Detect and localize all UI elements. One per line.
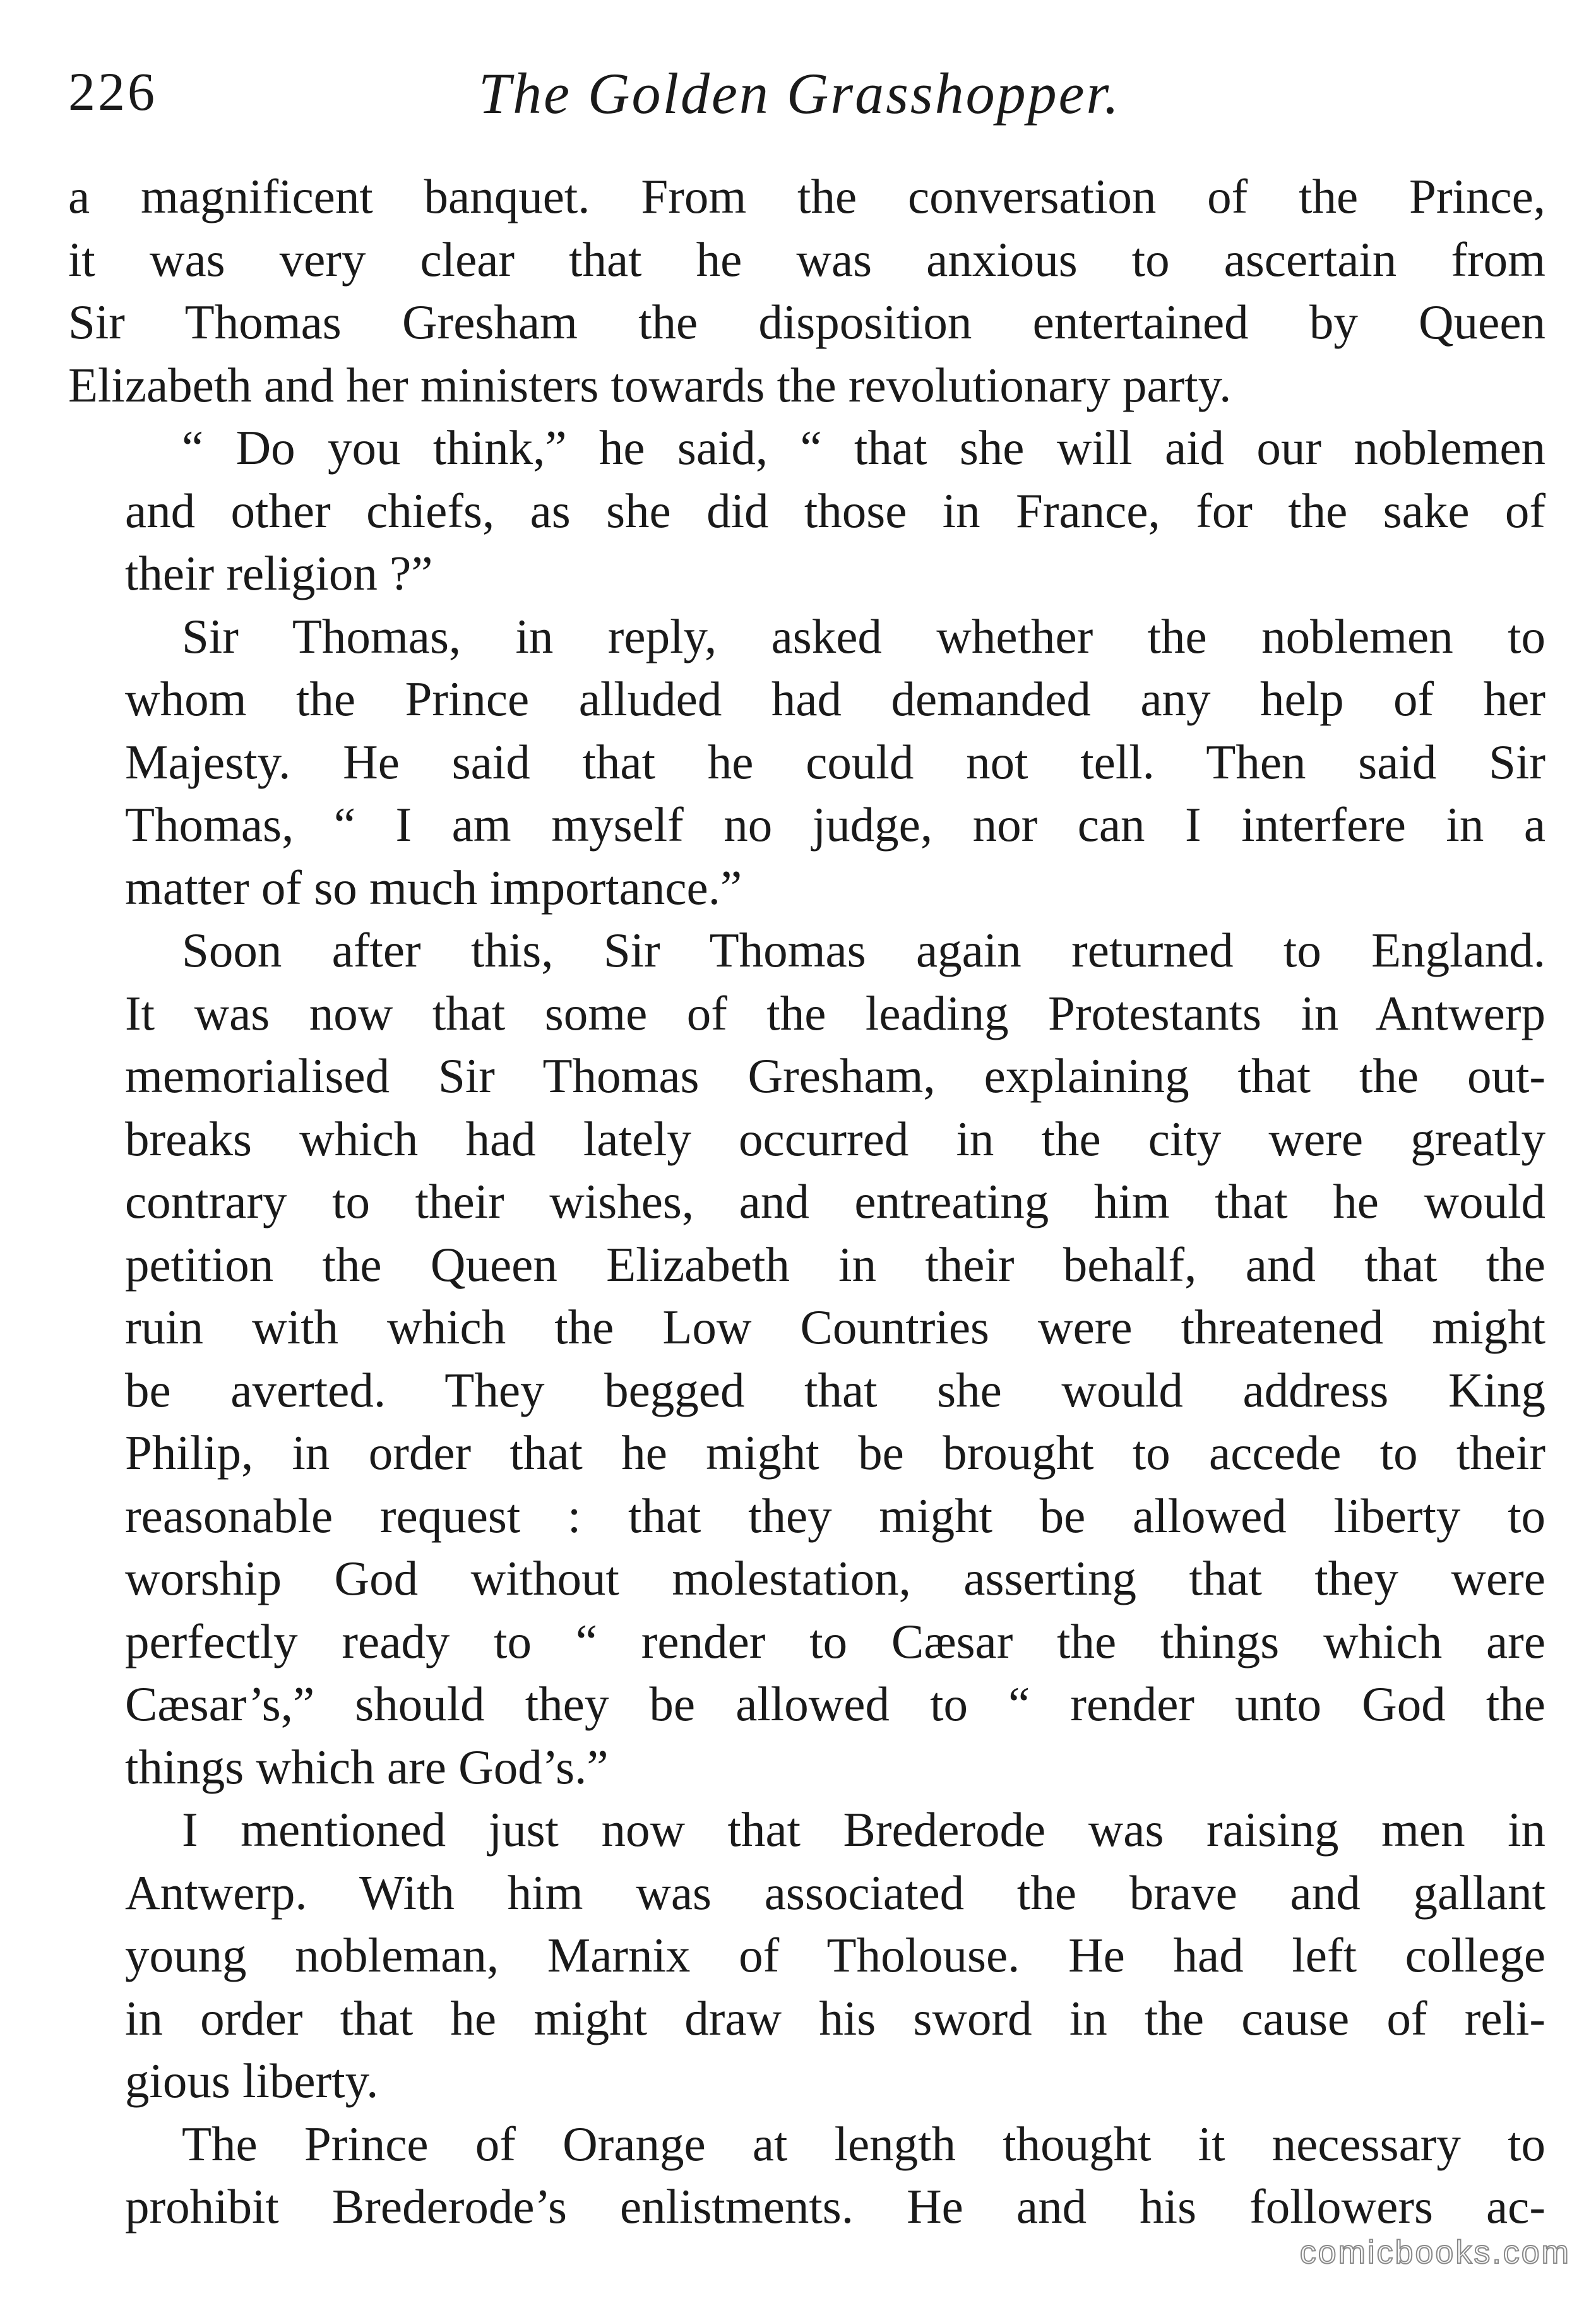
running-title: The Golden Grasshopper. [479,61,1121,126]
text-line: things which are God’s.” [125,1739,609,1794]
text-line: in order that he might draw his sword in the cause of reli- [125,1990,1545,2045]
text-line: Thomas, “ I am myself no judge, nor can I interfere in a [125,797,1545,852]
paragraph [68,165,1545,417]
paragraph [68,605,1545,920]
text-line: Philip, in order that he might be brought to accede to their [125,1425,1545,1480]
watermark: comicbooks.com [1299,2234,1571,2271]
text-line: I mentioned just now that Brederode was raising men in [182,1802,1545,1857]
text-line: young nobleman, Marnix of Tholouse. He had left college [125,1928,1545,1982]
text-line: Sir Thomas, in reply, asked whether the noblemen to [182,609,1545,663]
text-line: Cæsar’s,” should they be allowed to “ render unto God the [125,1677,1545,1731]
text-line: it was very clear that he was anxious to ascertain from [68,232,1545,287]
page-number: 226 [68,61,157,122]
text-line: memorialised Sir Thomas Gresham, explaining that the out- [125,1049,1545,1103]
text-line: reasonable request : that they might be allowed liberty to [125,1488,1545,1543]
text-line: Soon after this, Sir Thomas again returned to England. [182,923,1545,977]
text-line: contrary to their wishes, and entreating him that he would [125,1174,1545,1228]
text-line: “ Do you think,” he said, “ that she will aid our noblemen [182,420,1545,475]
paragraph [68,417,1545,605]
text-line: The Prince of Orange at length thought it necessary to [182,2116,1545,2171]
text-line: It was now that some of the leading Protestants in Antwerp [125,985,1545,1040]
text-line: Majesty. He said that he could not tell. Then said Sir [125,734,1545,789]
text-line: petition the Queen Elizabeth in their behalf, and that the [125,1237,1545,1292]
paragraph [68,919,1545,1799]
text-line: be averted. They begged that she would address King [125,1362,1545,1417]
paragraph [68,2113,1545,2239]
text-line: Antwerp. With him was associated the brave and gallant [125,1865,1545,1920]
text-line: and other chiefs, as she did those in France, for the sake of [125,483,1545,538]
text-line: worship God without molestation, asserting that they were [125,1551,1545,1605]
text-line: breaks which had lately occurred in the city were greatly [125,1111,1545,1166]
body-text [68,165,1545,2239]
text-line: whom the Prince alluded had demanded any help of her [125,672,1545,726]
text-line: a magnificent banquet. From the conversation of the Prince, [68,169,1545,223]
paragraph [68,1799,1545,2113]
text-line: gious liberty. [125,2054,379,2108]
text-line: Sir Thomas Gresham the disposition entertained by Queen [68,295,1545,349]
text-line: matter of so much importance.” [125,860,742,915]
text-line: perfectly ready to “ render to Cæsar the things which are [125,1614,1545,1669]
text-line: prohibit Brederode’s enlistments. He and his followers ac- [125,2179,1545,2234]
text-line: their religion ?” [125,546,433,600]
page-header [68,60,1545,129]
text-line: Elizabeth and her ministers towards the revolutionary party. [68,357,1232,412]
text-line: ruin with which the Low Countries were threatened might [125,1300,1545,1354]
